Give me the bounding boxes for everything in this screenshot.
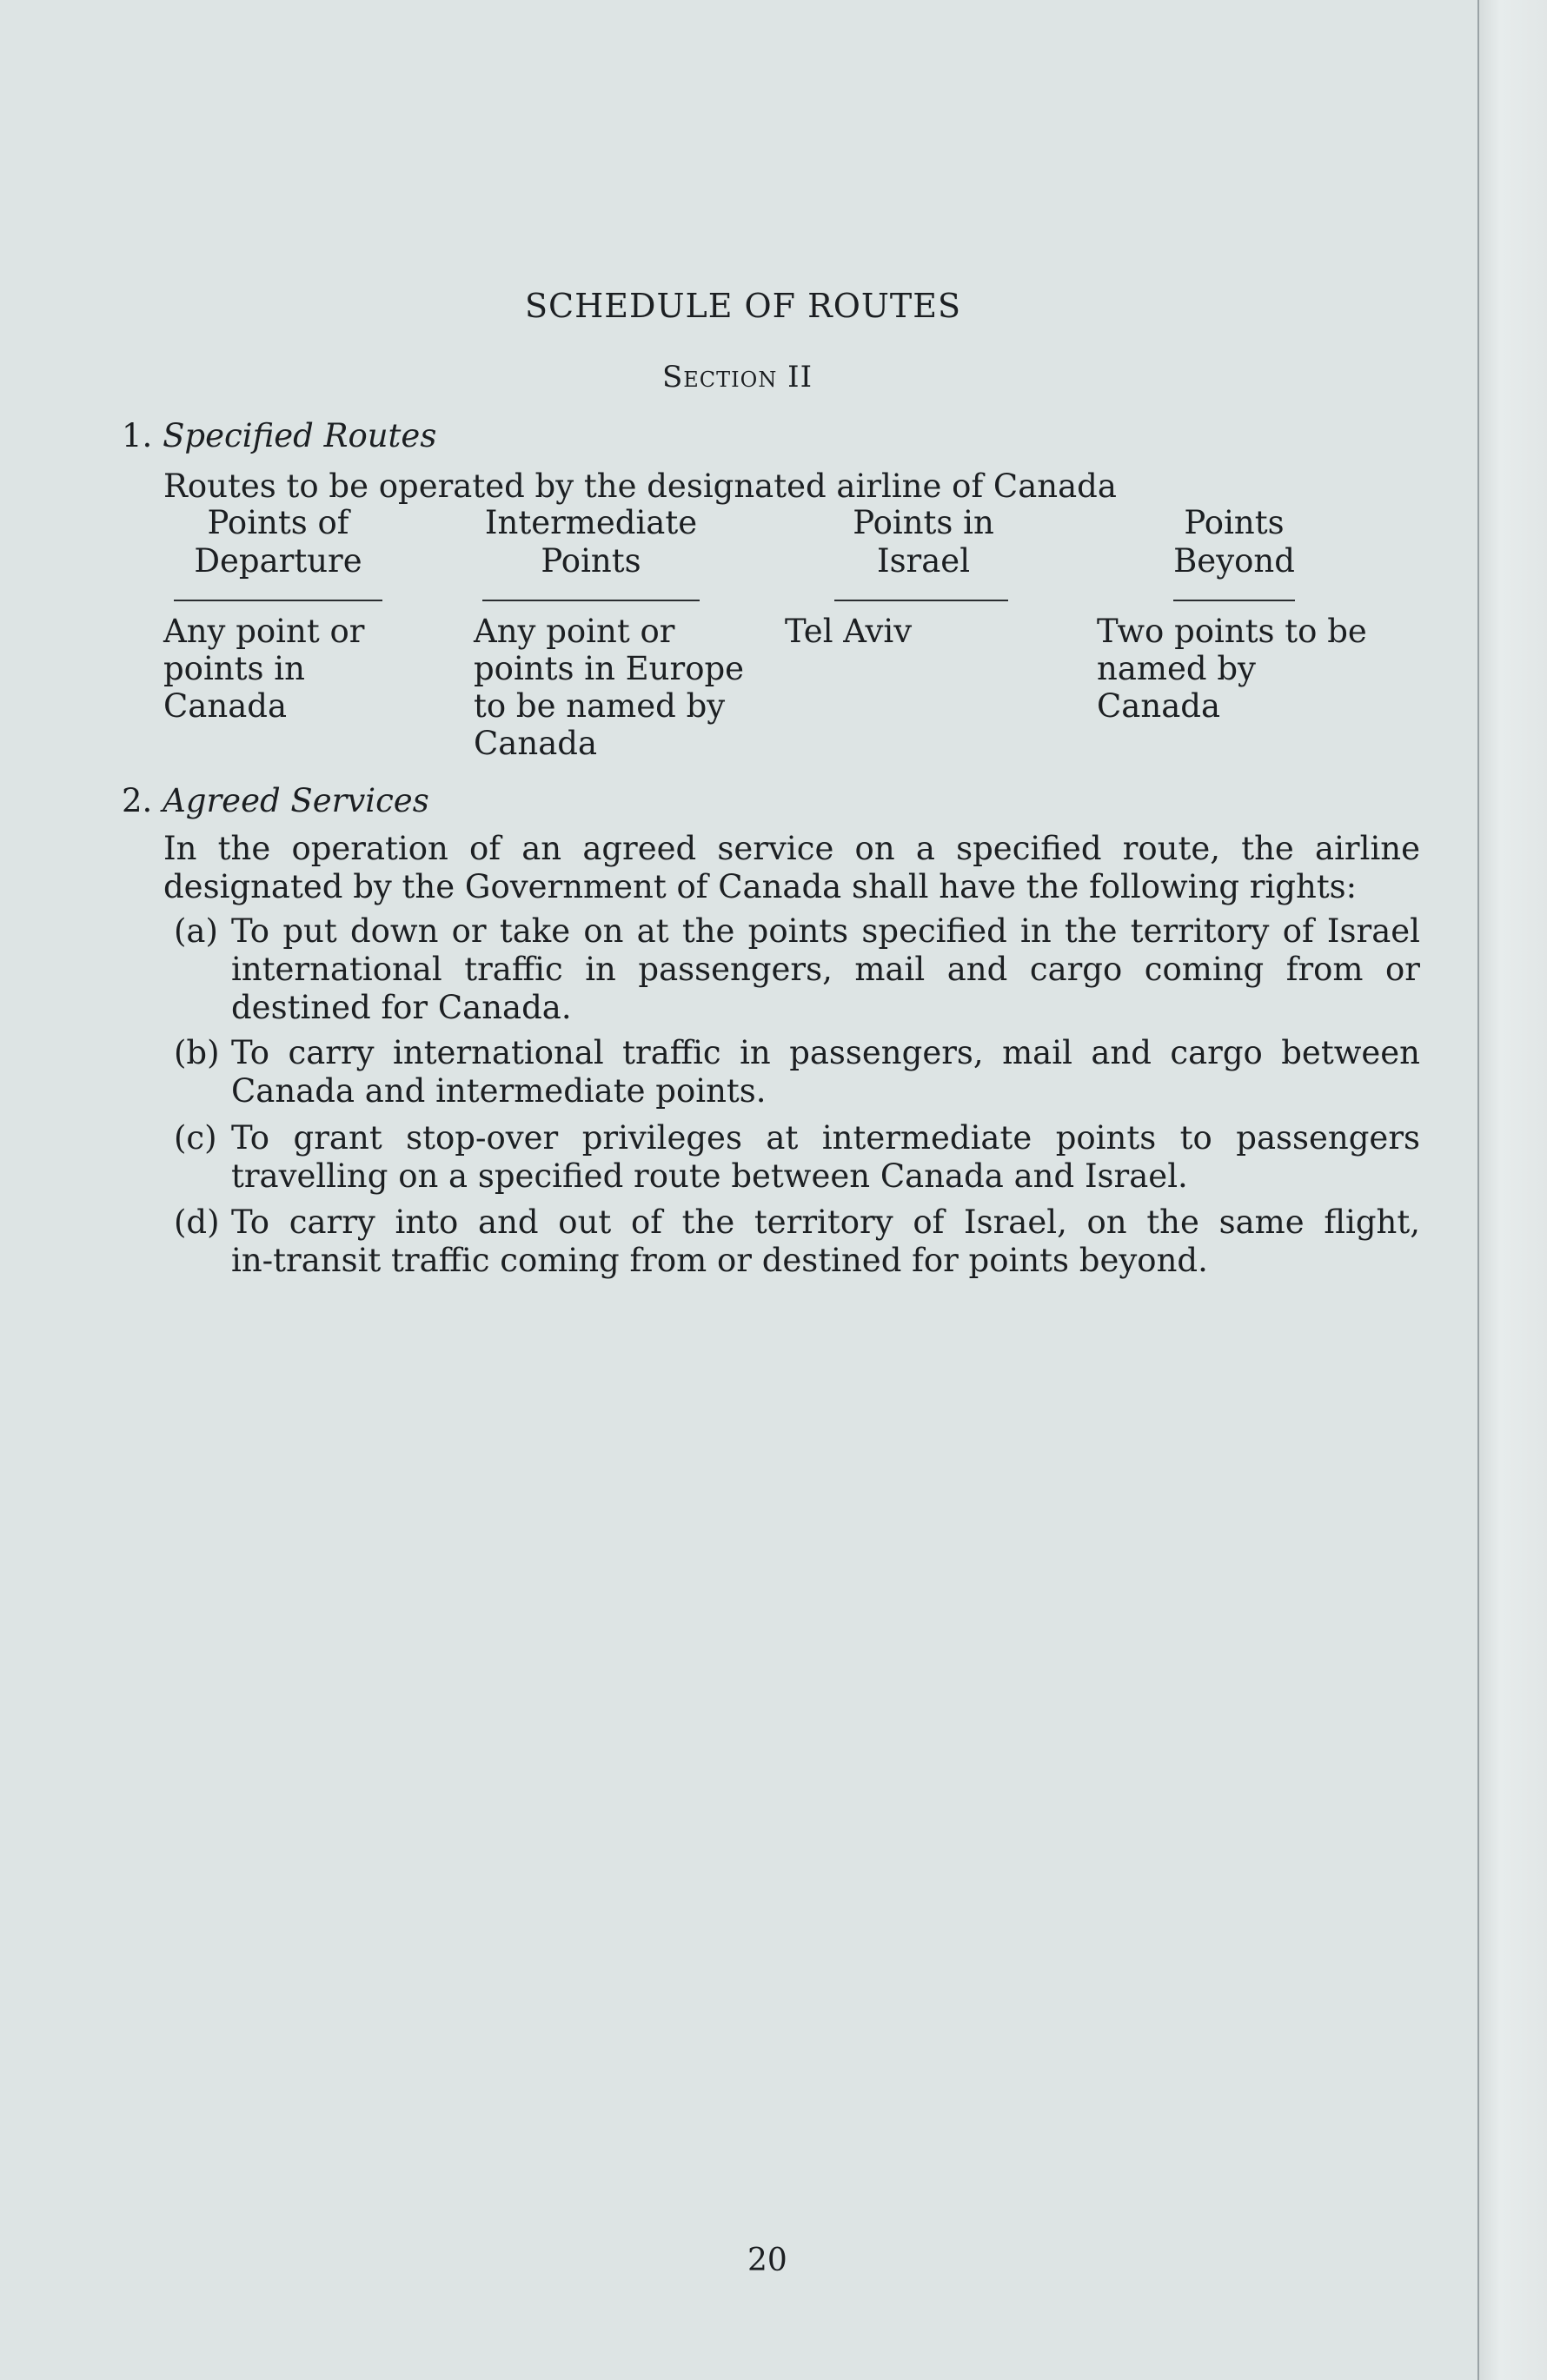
cell-beyond: Two points to be named by Canada bbox=[1097, 613, 1367, 725]
column-header-israel: Points in Israel bbox=[853, 504, 994, 580]
column-header-beyond: Points Beyond bbox=[1173, 504, 1295, 580]
column-rule-beyond bbox=[1173, 600, 1295, 601]
cell-intermediate: Any point or points in Europe to be named by Canada bbox=[474, 613, 745, 762]
document-title: SCHEDULE OF ROUTES bbox=[525, 287, 962, 325]
column-rule-intermediate bbox=[482, 600, 700, 601]
routes-intro: Routes to be operated by the designated airline of Canada bbox=[163, 467, 1117, 505]
page-number: 20 bbox=[747, 2243, 787, 2278]
item-text: To carry international traffic in passengers, mail and cargo between Canada and intermediate points. bbox=[231, 1034, 1420, 1110]
cell-departure: Any point or points in Canada bbox=[163, 613, 365, 725]
column-header-intermediate: Intermediate Points bbox=[484, 504, 698, 580]
item-text: To grant stop-over privileges at intermediate points to passengers travelling on a specified route between Canada and Israel. bbox=[231, 1119, 1420, 1195]
item-label: (a) bbox=[174, 912, 218, 950]
book-spine-edge bbox=[1477, 0, 1547, 2380]
agreed-services-heading bbox=[122, 782, 429, 820]
column-rule-departure bbox=[174, 600, 382, 601]
column-header-departure: Points of Departure bbox=[194, 504, 362, 580]
item-label: (d) bbox=[174, 1203, 220, 1241]
heading-number: 2. bbox=[122, 782, 153, 819]
heading-number: 1. bbox=[122, 417, 153, 454]
item-label: (c) bbox=[174, 1119, 217, 1157]
section-heading: Section II bbox=[662, 360, 813, 394]
heading-label: Specified Routes bbox=[163, 417, 437, 454]
column-rule-israel bbox=[834, 600, 1008, 601]
item-text: To put down or take on at the points specified in the territory of Israel international traffic in passengers, mail and cargo coming from or destined for Canada. bbox=[231, 912, 1420, 1026]
item-label: (b) bbox=[174, 1034, 220, 1071]
heading-label: Agreed Services bbox=[163, 782, 429, 819]
agreed-services-intro: In the operation of an agreed service on a specified route, the airline designated by the Government of Canada shall have the following rights: bbox=[163, 830, 1420, 905]
specified-routes-heading bbox=[122, 417, 436, 455]
item-text: To carry into and out of the territory of Israel, on the same flight, in-transit traffic coming from or destined for points beyond. bbox=[231, 1203, 1420, 1279]
cell-israel: Tel Aviv bbox=[785, 613, 913, 650]
